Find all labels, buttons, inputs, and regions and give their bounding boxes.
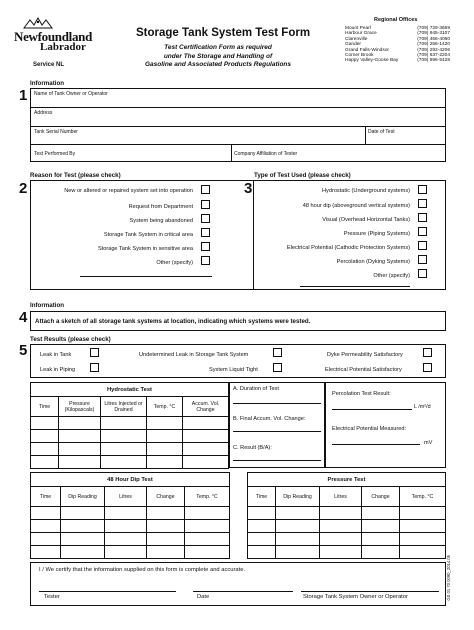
leak-piping-label: Leak in Piping	[40, 367, 76, 373]
pressure-header: Time	[248, 487, 276, 507]
pressure-cell[interactable]	[362, 533, 400, 546]
type-other-label: Other (specify)	[373, 273, 410, 279]
final-accum-line[interactable]	[233, 431, 321, 432]
office-row: Corner Brook (709) 637-2204	[345, 53, 450, 59]
office-row: Clarenville (709) 466-4060	[345, 36, 450, 42]
pressure-cell[interactable]	[400, 507, 446, 520]
pressure-cell[interactable]	[320, 533, 362, 546]
service-nl-label: Service NL	[33, 62, 65, 68]
hydro-cell[interactable]	[101, 430, 147, 443]
subtitle-line2: under The Storage and Handling of	[163, 52, 273, 60]
office-row: Mount Pearl (709) 729-3669	[345, 26, 450, 31]
pressure-cell[interactable]	[248, 533, 276, 546]
dip-cell[interactable]	[105, 546, 147, 559]
type-hydrostatic-checkbox[interactable]	[418, 185, 427, 194]
type-other-checkbox[interactable]	[418, 269, 427, 278]
dip-header: Change	[147, 487, 185, 507]
hydrostatic-title: Hydrostatic Test	[31, 383, 229, 397]
owner-label: Storage Tank System Owner or Operator	[303, 594, 408, 600]
reason-abandoned-label: System being abandoned	[129, 218, 193, 224]
performed-by-field[interactable]: Test Performed By	[34, 151, 76, 157]
result-label: C. Result (B/A):	[233, 445, 272, 451]
pressure-cell[interactable]	[276, 546, 320, 559]
pressure-cell[interactable]	[248, 520, 276, 533]
section1-number: 1	[19, 87, 28, 104]
pressure-title: Pressure Test	[248, 473, 446, 487]
type-hydrostatic-label: Hydrostatic (Underground systems)	[322, 188, 410, 194]
hydro-cell[interactable]	[31, 417, 59, 430]
type-other-line[interactable]	[300, 286, 410, 287]
hydro-cell[interactable]	[101, 417, 147, 430]
logo-text-line2: Labrador	[40, 41, 86, 53]
section4-heading: Information	[30, 302, 65, 309]
office-row: Gander (709) 256-1420	[345, 42, 450, 48]
hydro-cell[interactable]	[59, 456, 101, 469]
section2-heading: Reason for Test (please check)	[30, 172, 121, 179]
pressure-cell[interactable]	[320, 520, 362, 533]
hydro-cell[interactable]	[59, 443, 101, 456]
dyke-label: Dyke Permeability Satisfactory	[327, 352, 403, 358]
pressure-header: Dip Reading	[276, 487, 320, 507]
section5-number: 5	[19, 342, 28, 359]
dip-header: Litres	[105, 487, 147, 507]
hydro-cell[interactable]	[183, 430, 229, 443]
hydro-cell[interactable]	[183, 456, 229, 469]
reason-new-checkbox[interactable]	[201, 185, 210, 194]
undetermined-checkbox[interactable]	[273, 348, 282, 357]
dip-cell[interactable]	[147, 546, 185, 559]
type-percolation-checkbox[interactable]	[418, 255, 427, 264]
form-subtitle	[128, 44, 308, 70]
section3-heading: Type of Test Used (please check)	[254, 172, 351, 179]
serial-number-field[interactable]: Tank Serial Number	[34, 129, 78, 135]
leak-piping-checkbox[interactable]	[90, 363, 99, 372]
section5-heading: Test Results (please check)	[30, 336, 111, 343]
form-code: GS 01 70 009b_2014.05	[446, 555, 451, 601]
pressure-header: Change	[362, 487, 400, 507]
undetermined-label: Undetermined Leak in Storage Tank System	[139, 352, 249, 358]
calc-box	[229, 382, 325, 468]
reason-new-label: New or altered or repaired system set into operation	[64, 188, 193, 194]
office-row: Happy Valley-Goose Bay (709) 896-5428	[345, 58, 450, 64]
hydro-cell[interactable]	[147, 456, 183, 469]
pressure-cell[interactable]	[362, 507, 400, 520]
dip-header: Time	[31, 487, 61, 507]
pressure-cell[interactable]	[362, 520, 400, 533]
hydro-header: Time	[31, 397, 59, 417]
pressure-cell[interactable]	[400, 533, 446, 546]
subtitle-line1: Test Certification Form as required	[164, 44, 272, 51]
regional-offices-heading: Regional Offices	[374, 17, 418, 23]
reason-other-label: Other (specify)	[156, 260, 193, 266]
dip-cell[interactable]	[31, 520, 61, 533]
hydro-cell[interactable]	[59, 417, 101, 430]
affiliation-field[interactable]: Company Affiliation of Tester	[234, 151, 298, 157]
type-pressure-label: Pressure (Piping Systems)	[343, 231, 410, 237]
hydro-header: Pressure (Kilopascals)	[59, 397, 101, 417]
hydro-cell[interactable]	[147, 417, 183, 430]
date-signature-line[interactable]	[193, 591, 293, 592]
hydro-cell[interactable]	[31, 443, 59, 456]
dip-cell[interactable]	[185, 533, 230, 546]
dip-cell[interactable]	[105, 533, 147, 546]
electrical-sat-checkbox[interactable]	[423, 363, 432, 372]
dip-cell[interactable]	[61, 520, 105, 533]
dip-cell[interactable]	[61, 533, 105, 546]
dip-test-table	[30, 472, 230, 559]
dyke-checkbox[interactable]	[423, 348, 432, 357]
type-electrical-label: Electrical Potential (Cathodic Protection Systems)	[286, 245, 410, 251]
pressure-header: Temp. °C	[400, 487, 446, 507]
duration-line[interactable]	[233, 403, 321, 404]
newfoundland-logo-icon	[22, 16, 54, 30]
type-dip-label: 48 hour dip (aboveground vertical systems)	[302, 203, 410, 209]
percolation-box	[325, 382, 446, 468]
section4-number: 4	[19, 309, 28, 326]
address-field[interactable]: Address	[34, 110, 53, 116]
pressure-cell[interactable]	[276, 520, 320, 533]
percolation-line[interactable]	[332, 409, 412, 410]
electrical-unit: mV	[424, 440, 433, 446]
electrical-sat-label: Electrical Potential Satisfactory	[325, 367, 402, 373]
percolation-unit: L /m²/d	[414, 404, 431, 410]
pressure-cell[interactable]	[320, 507, 362, 520]
dip-cell[interactable]	[61, 507, 105, 520]
dip-cell[interactable]	[31, 546, 61, 559]
reason-request-label: Request from Department	[128, 204, 193, 210]
type-percolation-label: Percolation (Dyking Systems)	[336, 259, 410, 265]
reason-other-line[interactable]	[80, 276, 212, 277]
section1-heading: Information	[30, 80, 65, 87]
hydro-header: Litres Injected or Drained	[101, 397, 147, 417]
dip-header: Temp. °C	[185, 487, 230, 507]
sketch-instruction: Attach a sketch of all storage tank systems at location, indicating which systems were tested.	[35, 318, 311, 325]
date-of-test-field[interactable]: Date of Test	[368, 129, 395, 135]
hydro-cell[interactable]	[59, 430, 101, 443]
office-row: Grand Falls-Windsor (709) 292-4206	[345, 47, 450, 53]
dip-cell[interactable]	[147, 520, 185, 533]
dip-cell[interactable]	[105, 507, 147, 520]
subtitle-line3: Gasoline and Associated Products Regulations	[144, 61, 292, 68]
hydro-header: Temp. °C	[147, 397, 183, 417]
duration-label: A. Duration of Test	[233, 386, 279, 392]
pressure-cell[interactable]	[400, 546, 446, 559]
reason-critical-label: Storage Tank System in critical area	[103, 232, 193, 238]
dip-cell[interactable]	[147, 507, 185, 520]
electrical-line[interactable]	[332, 444, 420, 445]
type-pressure-checkbox[interactable]	[418, 227, 427, 236]
pressure-test-table	[247, 472, 446, 559]
electrical-label: Electrical Potential Measured:	[332, 426, 406, 432]
type-dip-checkbox[interactable]	[418, 199, 427, 208]
hydro-cell[interactable]	[183, 443, 229, 456]
dip-header: Dip Reading	[61, 487, 105, 507]
dip-cell[interactable]	[185, 507, 230, 520]
regional-offices-list	[345, 26, 450, 64]
pressure-cell[interactable]	[248, 546, 276, 559]
pressure-cell[interactable]	[276, 533, 320, 546]
dip-cell[interactable]	[61, 546, 105, 559]
type-visual-checkbox[interactable]	[418, 213, 427, 222]
reason-sensitive-checkbox[interactable]	[201, 242, 210, 251]
dip-cell[interactable]	[147, 533, 185, 546]
hydro-cell[interactable]	[31, 456, 59, 469]
form-title: Storage Tank System Test Form	[136, 27, 311, 39]
hydro-cell[interactable]	[183, 417, 229, 430]
hydro-cell[interactable]	[147, 443, 183, 456]
reason-request-checkbox[interactable]	[201, 200, 210, 209]
hydrostatic-table	[30, 382, 229, 469]
leak-tank-checkbox[interactable]	[90, 348, 99, 357]
section2-number: 2	[19, 180, 28, 197]
certify-text: I / We certify that the information supplied on this form is complete and accurate.	[39, 567, 246, 573]
reason-critical-checkbox[interactable]	[201, 228, 210, 237]
type-visual-label: Visual (Overhead Horizontal Tanks)	[322, 217, 410, 223]
pressure-cell[interactable]	[400, 520, 446, 533]
dip-cell[interactable]	[105, 520, 147, 533]
pressure-cell[interactable]	[320, 546, 362, 559]
liquid-tight-checkbox[interactable]	[273, 363, 282, 372]
section1-box	[30, 88, 446, 162]
dip-cell[interactable]	[185, 546, 230, 559]
logo-text-line1: Newfoundland	[14, 29, 93, 44]
reason-sensitive-label: Storage Tank System in sensitive area	[97, 246, 193, 252]
final-accum-label: B. Final Accum. Vol. Change:	[233, 416, 306, 422]
section4-box	[30, 311, 446, 331]
type-electrical-checkbox[interactable]	[418, 241, 427, 250]
hydro-cell[interactable]	[101, 456, 147, 469]
office-row: Harbour Grace (709) 945-3107	[345, 31, 450, 37]
result-line[interactable]	[233, 460, 321, 461]
reason-other-checkbox[interactable]	[201, 256, 210, 265]
hydro-header: Accum. Vol. Change	[183, 397, 229, 417]
dip-cell[interactable]	[31, 507, 61, 520]
hydro-cell[interactable]	[101, 443, 147, 456]
dip-cell[interactable]	[185, 520, 230, 533]
pressure-cell[interactable]	[248, 507, 276, 520]
tester-label: Tester	[44, 594, 60, 600]
pressure-cell[interactable]	[276, 507, 320, 520]
dip-cell[interactable]	[31, 533, 61, 546]
liquid-tight-label: System Liquid Tight	[209, 367, 258, 373]
pressure-header: Litres	[320, 487, 362, 507]
certify-box	[30, 562, 446, 606]
dip-title: 48 Hour Dip Test	[31, 473, 230, 487]
owner-signature-line[interactable]	[301, 591, 439, 592]
reason-abandoned-checkbox[interactable]	[201, 214, 210, 223]
hydro-cell[interactable]	[31, 430, 59, 443]
leak-tank-label: Leak in Tank	[40, 352, 72, 358]
percolation-label: Percolation Test Result:	[332, 391, 391, 397]
owner-field[interactable]: Name of Tank Owner or Operator	[34, 91, 108, 97]
section3-number: 3	[244, 180, 253, 197]
pressure-cell[interactable]	[362, 546, 400, 559]
hydro-cell[interactable]	[147, 430, 183, 443]
tester-signature-line[interactable]	[39, 591, 176, 592]
date-label: Date	[197, 594, 210, 600]
